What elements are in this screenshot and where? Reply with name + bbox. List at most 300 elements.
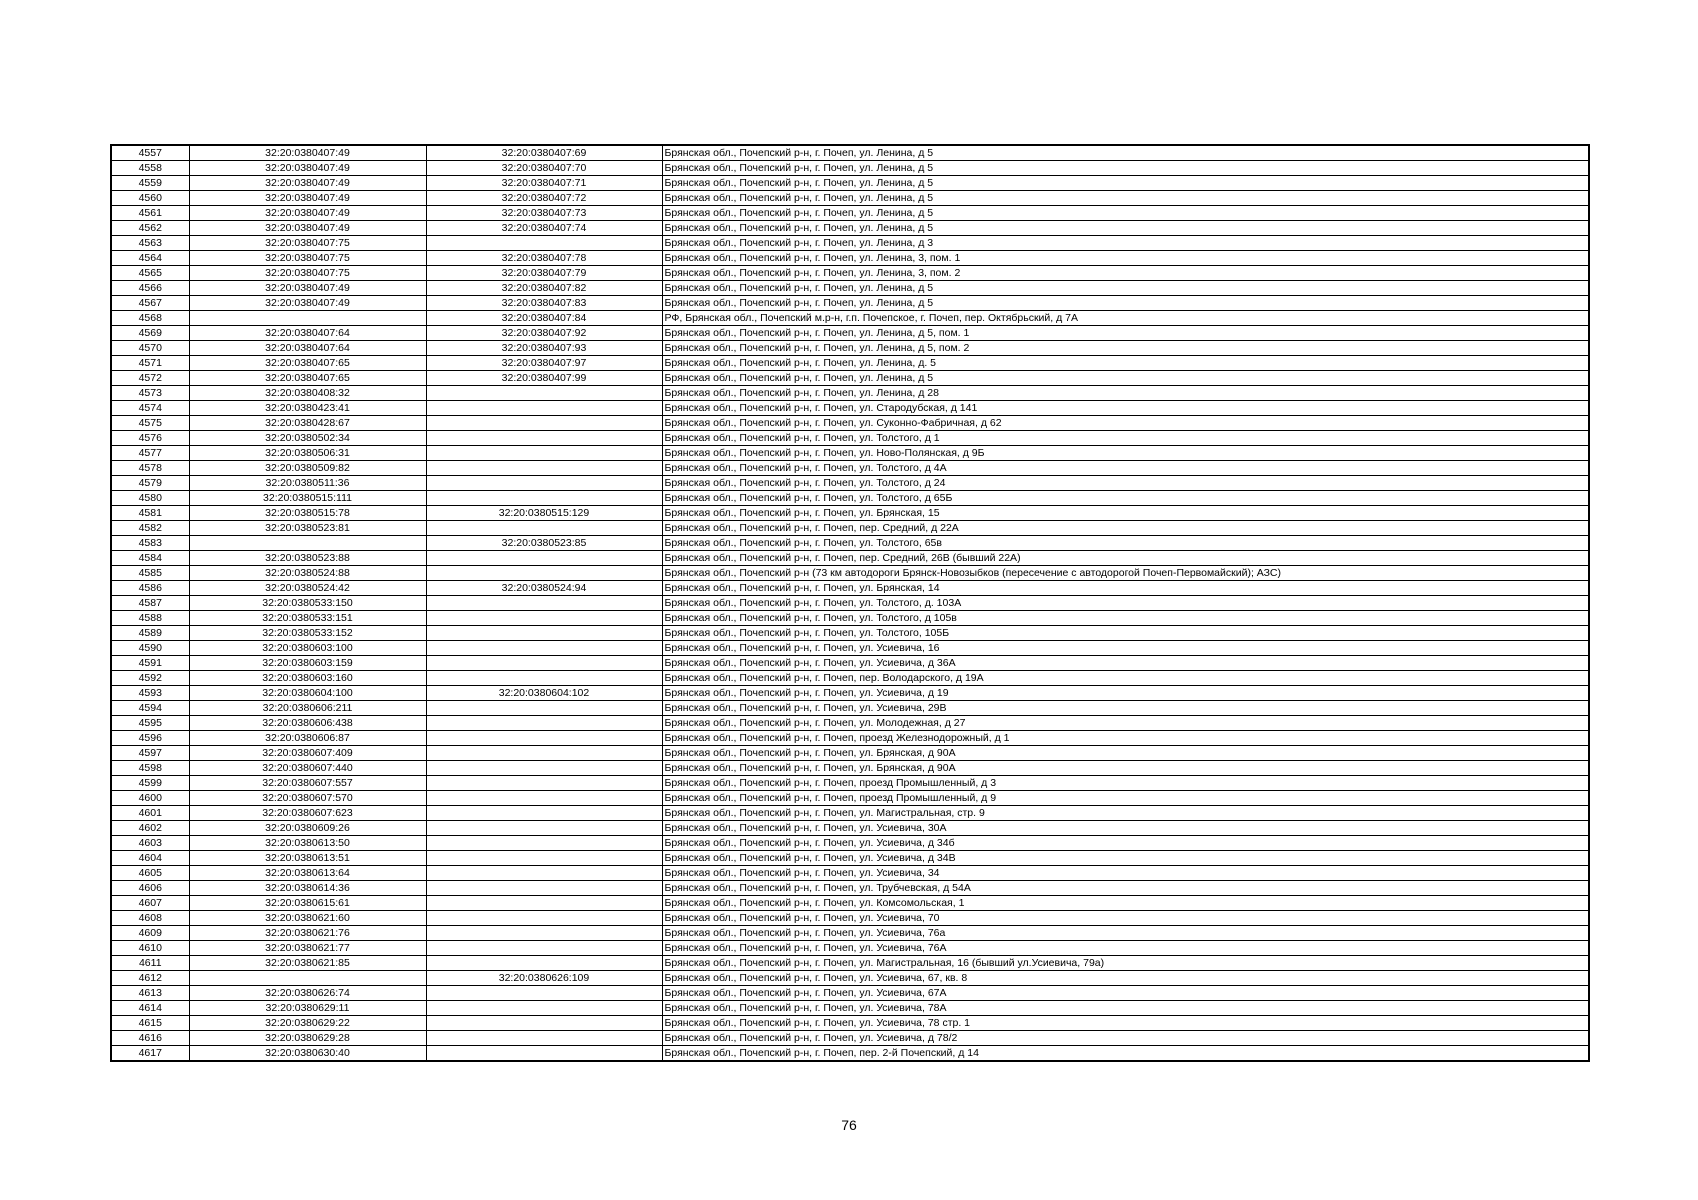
row-number-cell: 4558 (111, 161, 189, 176)
address-cell: РФ, Брянская обл., Почепский м.р-н, г.п. Почепское, г. Почеп, пер. Октябрьский, д 7А (662, 311, 1589, 326)
table-row (111, 145, 1589, 161)
cadastral-number-cell (426, 236, 662, 251)
cadastral-number-cell (426, 461, 662, 476)
parent-cadastral-number-cell: 32:20:0380607:440 (189, 761, 426, 776)
parent-cadastral-number-cell: 32:20:0380423:41 (189, 401, 426, 416)
table-row (111, 971, 1589, 986)
parent-cadastral-number-cell: 32:20:0380603:100 (189, 641, 426, 656)
table-row (111, 581, 1589, 596)
row-number-cell: 4617 (111, 1046, 189, 1062)
cadastral-number-cell: 32:20:0380407:74 (426, 221, 662, 236)
cadastral-number-cell: 32:20:0380515:129 (426, 506, 662, 521)
cadastral-number-cell (426, 641, 662, 656)
address-cell: Брянская обл., Почепский р-н, г. Почеп, ул. Усиевича, 30А (662, 821, 1589, 836)
parent-cadastral-number-cell: 32:20:0380621:76 (189, 926, 426, 941)
parent-cadastral-number-cell: 32:20:0380407:49 (189, 281, 426, 296)
parent-cadastral-number-cell: 32:20:0380607:557 (189, 776, 426, 791)
address-cell: Брянская обл., Почепский р-н, г. Почеп, ул. Брянская, 14 (662, 581, 1589, 596)
parent-cadastral-number-cell: 32:20:0380407:49 (189, 145, 426, 161)
parent-cadastral-number-cell: 32:20:0380615:61 (189, 896, 426, 911)
parent-cadastral-number-cell: 32:20:0380603:159 (189, 656, 426, 671)
parent-cadastral-number-cell: 32:20:0380524:88 (189, 566, 426, 581)
row-number-cell: 4605 (111, 866, 189, 881)
parent-cadastral-number-cell: 32:20:0380407:49 (189, 161, 426, 176)
parent-cadastral-number-cell: 32:20:0380506:31 (189, 446, 426, 461)
address-cell: Брянская обл., Почепский р-н, г. Почеп, ул. Брянская, д 90А (662, 746, 1589, 761)
table-row (111, 836, 1589, 851)
cadastral-number-cell (426, 761, 662, 776)
address-cell: Брянская обл., Почепский р-н, г. Почеп, ул. Толстого, 65в (662, 536, 1589, 551)
address-cell: Брянская обл., Почепский р-н, г. Почеп, ул. Усиевича, д 78/2 (662, 1031, 1589, 1046)
address-cell: Брянская обл., Почепский р-н, г. Почеп, ул. Усиевича, д 34б (662, 836, 1589, 851)
parent-cadastral-number-cell: 32:20:0380626:74 (189, 986, 426, 1001)
cadastral-number-cell: 32:20:0380407:71 (426, 176, 662, 191)
address-cell: Брянская обл., Почепский р-н, г. Почеп, ул. Комсомольская, 1 (662, 896, 1589, 911)
parent-cadastral-number-cell: 32:20:0380407:64 (189, 326, 426, 341)
row-number-cell: 4564 (111, 251, 189, 266)
cadastral-number-cell: 32:20:0380407:97 (426, 356, 662, 371)
address-cell: Брянская обл., Почепский р-н, г. Почеп, ул. Толстого, д 4А (662, 461, 1589, 476)
address-cell: Брянская обл., Почепский р-н, г. Почеп, ул. Усиевича, д 19 (662, 686, 1589, 701)
parent-cadastral-number-cell: 32:20:0380607:409 (189, 746, 426, 761)
cadastral-number-cell: 32:20:0380407:99 (426, 371, 662, 386)
parent-cadastral-number-cell: 32:20:0380609:26 (189, 821, 426, 836)
address-cell: Брянская обл., Почепский р-н, г. Почеп, проезд Промышленный, д 3 (662, 776, 1589, 791)
cadastral-number-cell (426, 386, 662, 401)
row-number-cell: 4612 (111, 971, 189, 986)
row-number-cell: 4572 (111, 371, 189, 386)
parent-cadastral-number-cell: 32:20:0380407:49 (189, 221, 426, 236)
table-row (111, 236, 1589, 251)
address-cell: Брянская обл., Почепский р-н, г. Почеп, ул. Усиевича, 76а (662, 926, 1589, 941)
parent-cadastral-number-cell: 32:20:0380407:65 (189, 371, 426, 386)
table-row (111, 911, 1589, 926)
address-cell: Брянская обл., Почепский р-н, г. Почеп, ул. Ленина, д. 5 (662, 356, 1589, 371)
address-cell: Брянская обл., Почепский р-н, г. Почеп, ул. Брянская, 15 (662, 506, 1589, 521)
row-number-cell: 4606 (111, 881, 189, 896)
parent-cadastral-number-cell: 32:20:0380629:22 (189, 1016, 426, 1031)
address-cell: Брянская обл., Почепский р-н, г. Почеп, проезд Промышленный, д 9 (662, 791, 1589, 806)
address-cell: Брянская обл., Почепский р-н, г. Почеп, ул. Усиевича, 78 стр. 1 (662, 1016, 1589, 1031)
table-row (111, 1046, 1589, 1062)
row-number-cell: 4585 (111, 566, 189, 581)
table-row (111, 941, 1589, 956)
address-cell: Брянская обл., Почепский р-н, г. Почеп, ул. Трубчевская, д 54А (662, 881, 1589, 896)
table-row (111, 686, 1589, 701)
cadastral-number-cell (426, 1046, 662, 1062)
address-cell: Брянская обл., Почепский р-н, г. Почеп, ул. Ленина, д 5 (662, 371, 1589, 386)
cadastral-number-cell (426, 401, 662, 416)
table-row (111, 746, 1589, 761)
cadastral-number-cell (426, 431, 662, 446)
table-row (111, 731, 1589, 746)
table-row (111, 446, 1589, 461)
row-number-cell: 4563 (111, 236, 189, 251)
row-number-cell: 4614 (111, 1001, 189, 1016)
table-row (111, 491, 1589, 506)
row-number-cell: 4586 (111, 581, 189, 596)
address-cell: Брянская обл., Почепский р-н, г. Почеп, ул. Ленина, д 5 (662, 296, 1589, 311)
table-row (111, 176, 1589, 191)
row-number-cell: 4590 (111, 641, 189, 656)
table-row (111, 341, 1589, 356)
row-number-cell: 4610 (111, 941, 189, 956)
table-row (111, 431, 1589, 446)
cadastral-number-cell (426, 986, 662, 1001)
address-cell: Брянская обл., Почепский р-н, г. Почеп, ул. Усиевича, 34 (662, 866, 1589, 881)
cadastral-number-cell (426, 656, 662, 671)
parent-cadastral-number-cell: 32:20:0380523:81 (189, 521, 426, 536)
row-number-cell: 4616 (111, 1031, 189, 1046)
parent-cadastral-number-cell: 32:20:0380407:75 (189, 251, 426, 266)
row-number-cell: 4597 (111, 746, 189, 761)
cadastral-number-cell: 32:20:0380524:94 (426, 581, 662, 596)
address-cell: Брянская обл., Почепский р-н, г. Почеп, пер. Средний, 26В (бывший 22А) (662, 551, 1589, 566)
address-cell: Брянская обл., Почепский р-н, г. Почеп, ул. Ленина, 3, пом. 1 (662, 251, 1589, 266)
parent-cadastral-number-cell: 32:20:0380614:36 (189, 881, 426, 896)
parent-cadastral-number-cell: 32:20:0380515:111 (189, 491, 426, 506)
table-row (111, 1016, 1589, 1031)
table-row (111, 191, 1589, 206)
row-number-cell: 4575 (111, 416, 189, 431)
row-number-cell: 4560 (111, 191, 189, 206)
row-number-cell: 4608 (111, 911, 189, 926)
cadastral-number-cell (426, 1031, 662, 1046)
parent-cadastral-number-cell: 32:20:0380533:152 (189, 626, 426, 641)
row-number-cell: 4565 (111, 266, 189, 281)
cadastral-number-cell (426, 716, 662, 731)
row-number-cell: 4557 (111, 145, 189, 161)
page-number: 76 (841, 1117, 857, 1133)
cadastral-number-cell (426, 806, 662, 821)
parent-cadastral-number-cell: 32:20:0380509:82 (189, 461, 426, 476)
cadastral-number-cell (426, 491, 662, 506)
row-number-cell: 4573 (111, 386, 189, 401)
address-cell: Брянская обл., Почепский р-н, г. Почеп, ул. Усиевича, 70 (662, 911, 1589, 926)
table-row (111, 791, 1589, 806)
row-number-cell: 4604 (111, 851, 189, 866)
address-cell: Брянская обл., Почепский р-н, г. Почеп, ул. Брянская, д 90А (662, 761, 1589, 776)
table-row (111, 926, 1589, 941)
parent-cadastral-number-cell: 32:20:0380621:77 (189, 941, 426, 956)
table-row (111, 356, 1589, 371)
parent-cadastral-number-cell: 32:20:0380524:42 (189, 581, 426, 596)
table-row (111, 716, 1589, 731)
cadastral-number-cell: 32:20:0380407:73 (426, 206, 662, 221)
row-number-cell: 4615 (111, 1016, 189, 1031)
row-number-cell: 4576 (111, 431, 189, 446)
parent-cadastral-number-cell: 32:20:0380407:64 (189, 341, 426, 356)
parent-cadastral-number-cell: 32:20:0380533:150 (189, 596, 426, 611)
address-cell: Брянская обл., Почепский р-н, г. Почеп, ул. Ленина, д 5 (662, 161, 1589, 176)
parent-cadastral-number-cell: 32:20:0380502:34 (189, 431, 426, 446)
cadastral-number-cell (426, 701, 662, 716)
table-row (111, 521, 1589, 536)
parent-cadastral-number-cell: 32:20:0380606:87 (189, 731, 426, 746)
parent-cadastral-number-cell: 32:20:0380407:49 (189, 176, 426, 191)
table-row (111, 596, 1589, 611)
cadastral-number-cell (426, 881, 662, 896)
row-number-cell: 4593 (111, 686, 189, 701)
cadastral-number-cell: 32:20:0380626:109 (426, 971, 662, 986)
row-number-cell: 4603 (111, 836, 189, 851)
row-number-cell: 4574 (111, 401, 189, 416)
table-row (111, 326, 1589, 341)
cadastral-number-cell (426, 1001, 662, 1016)
address-cell: Брянская обл., Почепский р-н, г. Почеп, ул. Толстого, 105Б (662, 626, 1589, 641)
table-row (111, 386, 1589, 401)
address-cell: Брянская обл., Почепский р-н, г. Почеп, ул. Ленина, д 5 (662, 145, 1589, 161)
table-row (111, 461, 1589, 476)
table-row (111, 566, 1589, 581)
cadastral-number-cell: 32:20:0380523:85 (426, 536, 662, 551)
address-cell: Брянская обл., Почепский р-н, г. Почеп, ул. Магистральная, стр. 9 (662, 806, 1589, 821)
parent-cadastral-number-cell: 32:20:0380606:211 (189, 701, 426, 716)
cadastral-number-cell (426, 446, 662, 461)
cadastral-number-cell: 32:20:0380407:92 (426, 326, 662, 341)
parent-cadastral-number-cell: 32:20:0380407:49 (189, 191, 426, 206)
table-body (111, 145, 1589, 1061)
address-cell: Брянская обл., Почепский р-н, г. Почеп, ул. Усиевича, 78А (662, 1001, 1589, 1016)
parent-cadastral-number-cell: 32:20:0380523:88 (189, 551, 426, 566)
row-number-cell: 4613 (111, 986, 189, 1001)
parent-cadastral-number-cell: 32:20:0380428:67 (189, 416, 426, 431)
row-number-cell: 4559 (111, 176, 189, 191)
address-cell: Брянская обл., Почепский р-н, г. Почеп, ул. Ленина, д 3 (662, 236, 1589, 251)
cadastral-number-cell: 32:20:0380407:70 (426, 161, 662, 176)
cadastral-number-cell (426, 896, 662, 911)
row-number-cell: 4599 (111, 776, 189, 791)
row-number-cell: 4609 (111, 926, 189, 941)
cadastral-number-cell: 32:20:0380407:72 (426, 191, 662, 206)
address-cell: Брянская обл., Почепский р-н, г. Почеп, ул. Усиевича, 67, кв. 8 (662, 971, 1589, 986)
address-cell: Брянская обл., Почепский р-н, г. Почеп, ул. Толстого, д. 103А (662, 596, 1589, 611)
address-cell: Брянская обл., Почепский р-н, г. Почеп, ул. Ленина, д 5 (662, 206, 1589, 221)
address-cell: Брянская обл., Почепский р-н, г. Почеп, ул. Ленина, д 5 (662, 191, 1589, 206)
parent-cadastral-number-cell: 32:20:0380621:60 (189, 911, 426, 926)
address-cell: Брянская обл., Почепский р-н, г. Почеп, ул. Усиевича, д 36А (662, 656, 1589, 671)
parent-cadastral-number-cell (189, 971, 426, 986)
address-cell: Брянская обл., Почепский р-н, г. Почеп, ул. Усиевича, 76А (662, 941, 1589, 956)
table-row (111, 806, 1589, 821)
address-cell: Брянская обл., Почепский р-н, г. Почеп, ул. Ленина, д 5, пом. 2 (662, 341, 1589, 356)
row-number-cell: 4570 (111, 341, 189, 356)
parent-cadastral-number-cell: 32:20:0380621:85 (189, 956, 426, 971)
address-cell: Брянская обл., Почепский р-н, г. Почеп, ул. Молодежная, д 27 (662, 716, 1589, 731)
parent-cadastral-number-cell: 32:20:0380606:438 (189, 716, 426, 731)
row-number-cell: 4578 (111, 461, 189, 476)
table-row (111, 161, 1589, 176)
address-cell: Брянская обл., Почепский р-н, г. Почеп, ул. Усиевича, д 34В (662, 851, 1589, 866)
address-cell: Брянская обл., Почепский р-н, г. Почеп, ул. Стародубская, д 141 (662, 401, 1589, 416)
parent-cadastral-number-cell: 32:20:0380629:11 (189, 1001, 426, 1016)
table-row (111, 536, 1589, 551)
table-row (111, 956, 1589, 971)
address-cell: Брянская обл., Почепский р-н, г. Почеп, ул. Магистральная, 16 (бывший ул.Усиевича, 79а) (662, 956, 1589, 971)
parent-cadastral-number-cell (189, 536, 426, 551)
table-row (111, 641, 1589, 656)
cadastral-number-cell: 32:20:0380407:83 (426, 296, 662, 311)
cadastral-number-cell (426, 596, 662, 611)
cadastral-number-cell (426, 731, 662, 746)
address-cell: Брянская обл., Почепский р-н, г. Почеп, ул. Ленина, д 5 (662, 221, 1589, 236)
row-number-cell: 4568 (111, 311, 189, 326)
row-number-cell: 4582 (111, 521, 189, 536)
cadastral-number-cell (426, 791, 662, 806)
row-number-cell: 4562 (111, 221, 189, 236)
parent-cadastral-number-cell: 32:20:0380613:51 (189, 851, 426, 866)
cadastral-number-cell: 32:20:0380407:84 (426, 311, 662, 326)
table-row (111, 701, 1589, 716)
table-row (111, 266, 1589, 281)
parent-cadastral-number-cell: 32:20:0380408:32 (189, 386, 426, 401)
address-cell: Брянская обл., Почепский р-н, г. Почеп, пер. Володарского, д 19А (662, 671, 1589, 686)
cadastral-number-cell (426, 851, 662, 866)
parent-cadastral-number-cell: 32:20:0380533:151 (189, 611, 426, 626)
address-cell: Брянская обл., Почепский р-н, г. Почеп, ул. Ленина, д 5, пом. 1 (662, 326, 1589, 341)
cadastral-number-cell (426, 521, 662, 536)
table-row (111, 476, 1589, 491)
table-row (111, 311, 1589, 326)
address-cell: Брянская обл., Почепский р-н, г. Почеп, проезд Железнодорожный, д 1 (662, 731, 1589, 746)
table-row (111, 1001, 1589, 1016)
cadastral-number-cell: 32:20:0380604:102 (426, 686, 662, 701)
cadastral-number-cell (426, 416, 662, 431)
address-cell: Брянская обл., Почепский р-н, г. Почеп, ул. Толстого, д 105в (662, 611, 1589, 626)
parent-cadastral-number-cell: 32:20:0380407:49 (189, 206, 426, 221)
cadastral-number-cell (426, 746, 662, 761)
cadastral-number-cell (426, 551, 662, 566)
table-row (111, 896, 1589, 911)
table-row (111, 611, 1589, 626)
cadastral-number-cell (426, 956, 662, 971)
cadastral-number-cell (426, 866, 662, 881)
table-row (111, 551, 1589, 566)
cadastral-number-cell (426, 611, 662, 626)
table-row (111, 206, 1589, 221)
cadastral-number-cell (426, 671, 662, 686)
address-cell: Брянская обл., Почепский р-н (73 км автодороги Брянск-Новозыбков (пересечение с автодорогой Почеп-Первомайский); АЗС) (662, 566, 1589, 581)
cadastral-number-cell: 32:20:0380407:78 (426, 251, 662, 266)
parent-cadastral-number-cell: 32:20:0380613:64 (189, 866, 426, 881)
row-number-cell: 4602 (111, 821, 189, 836)
row-number-cell: 4580 (111, 491, 189, 506)
row-number-cell: 4581 (111, 506, 189, 521)
table-row (111, 776, 1589, 791)
table-row (111, 296, 1589, 311)
row-number-cell: 4567 (111, 296, 189, 311)
row-number-cell: 4607 (111, 896, 189, 911)
parent-cadastral-number-cell: 32:20:0380407:49 (189, 296, 426, 311)
row-number-cell: 4591 (111, 656, 189, 671)
cadastral-number-cell (426, 926, 662, 941)
address-cell: Брянская обл., Почепский р-н, г. Почеп, ул. Суконно-Фабричная, д 62 (662, 416, 1589, 431)
table-row (111, 416, 1589, 431)
parent-cadastral-number-cell: 32:20:0380630:40 (189, 1046, 426, 1062)
address-cell: Брянская обл., Почепский р-н, г. Почеп, ул. Ленина, 3, пом. 2 (662, 266, 1589, 281)
table-row (111, 626, 1589, 641)
table-row (111, 851, 1589, 866)
address-cell: Брянская обл., Почепский р-н, г. Почеп, ул. Усиевича, 16 (662, 641, 1589, 656)
cadastral-number-cell (426, 1016, 662, 1031)
parent-cadastral-number-cell: 32:20:0380629:28 (189, 1031, 426, 1046)
row-number-cell: 4587 (111, 596, 189, 611)
address-cell: Брянская обл., Почепский р-н, г. Почеп, ул. Ленина, д 5 (662, 176, 1589, 191)
table-row (111, 371, 1589, 386)
table-row (111, 821, 1589, 836)
row-number-cell: 4588 (111, 611, 189, 626)
table-row (111, 506, 1589, 521)
row-number-cell: 4584 (111, 551, 189, 566)
parent-cadastral-number-cell: 32:20:0380515:78 (189, 506, 426, 521)
cadastral-number-cell (426, 566, 662, 581)
address-cell: Брянская обл., Почепский р-н, г. Почеп, ул. Усиевича, 29В (662, 701, 1589, 716)
table-row (111, 881, 1589, 896)
table-row (111, 986, 1589, 1001)
table-row (111, 251, 1589, 266)
parent-cadastral-number-cell: 32:20:0380407:65 (189, 356, 426, 371)
parent-cadastral-number-cell: 32:20:0380613:50 (189, 836, 426, 851)
address-cell: Брянская обл., Почепский р-н, г. Почеп, пер. 2-й Почепский, д 14 (662, 1046, 1589, 1062)
row-number-cell: 4592 (111, 671, 189, 686)
row-number-cell: 4561 (111, 206, 189, 221)
parent-cadastral-number-cell: 32:20:0380511:36 (189, 476, 426, 491)
address-cell: Брянская обл., Почепский р-н, г. Почеп, ул. Толстого, д 1 (662, 431, 1589, 446)
table-row (111, 761, 1589, 776)
parent-cadastral-number-cell: 32:20:0380603:160 (189, 671, 426, 686)
address-cell: Брянская обл., Почепский р-н, г. Почеп, пер. Средний, д 22А (662, 521, 1589, 536)
table-row (111, 281, 1589, 296)
cadastral-number-cell (426, 911, 662, 926)
cadastral-number-cell (426, 476, 662, 491)
cadastral-number-cell: 32:20:0380407:93 (426, 341, 662, 356)
row-number-cell: 4589 (111, 626, 189, 641)
table-row (111, 656, 1589, 671)
cadastral-number-cell (426, 941, 662, 956)
row-number-cell: 4571 (111, 356, 189, 371)
parent-cadastral-number-cell: 32:20:0380604:100 (189, 686, 426, 701)
table-row (111, 671, 1589, 686)
parent-cadastral-number-cell: 32:20:0380607:570 (189, 791, 426, 806)
address-cell: Брянская обл., Почепский р-н, г. Почеп, ул. Ленина, д 28 (662, 386, 1589, 401)
parent-cadastral-number-cell (189, 311, 426, 326)
row-number-cell: 4600 (111, 791, 189, 806)
row-number-cell: 4595 (111, 716, 189, 731)
parent-cadastral-number-cell: 32:20:0380607:623 (189, 806, 426, 821)
table-row (111, 866, 1589, 881)
address-cell: Брянская обл., Почепский р-н, г. Почеп, ул. Толстого, д 24 (662, 476, 1589, 491)
cadastral-number-cell: 32:20:0380407:79 (426, 266, 662, 281)
row-number-cell: 4601 (111, 806, 189, 821)
address-cell: Брянская обл., Почепский р-н, г. Почеп, ул. Толстого, д 65Б (662, 491, 1589, 506)
address-cell: Брянская обл., Почепский р-н, г. Почеп, ул. Ленина, д 5 (662, 281, 1589, 296)
row-number-cell: 4594 (111, 701, 189, 716)
table-row (111, 1031, 1589, 1046)
table-row (111, 221, 1589, 236)
row-number-cell: 4611 (111, 956, 189, 971)
table-row (111, 401, 1589, 416)
property-registry-table (110, 144, 1590, 1062)
cadastral-number-cell (426, 776, 662, 791)
row-number-cell: 4598 (111, 761, 189, 776)
cadastral-number-cell: 32:20:0380407:69 (426, 145, 662, 161)
address-cell: Брянская обл., Почепский р-н, г. Почеп, ул. Ново-Полянская, д 9Б (662, 446, 1589, 461)
parent-cadastral-number-cell: 32:20:0380407:75 (189, 266, 426, 281)
cadastral-number-cell (426, 626, 662, 641)
row-number-cell: 4579 (111, 476, 189, 491)
row-number-cell: 4583 (111, 536, 189, 551)
row-number-cell: 4577 (111, 446, 189, 461)
